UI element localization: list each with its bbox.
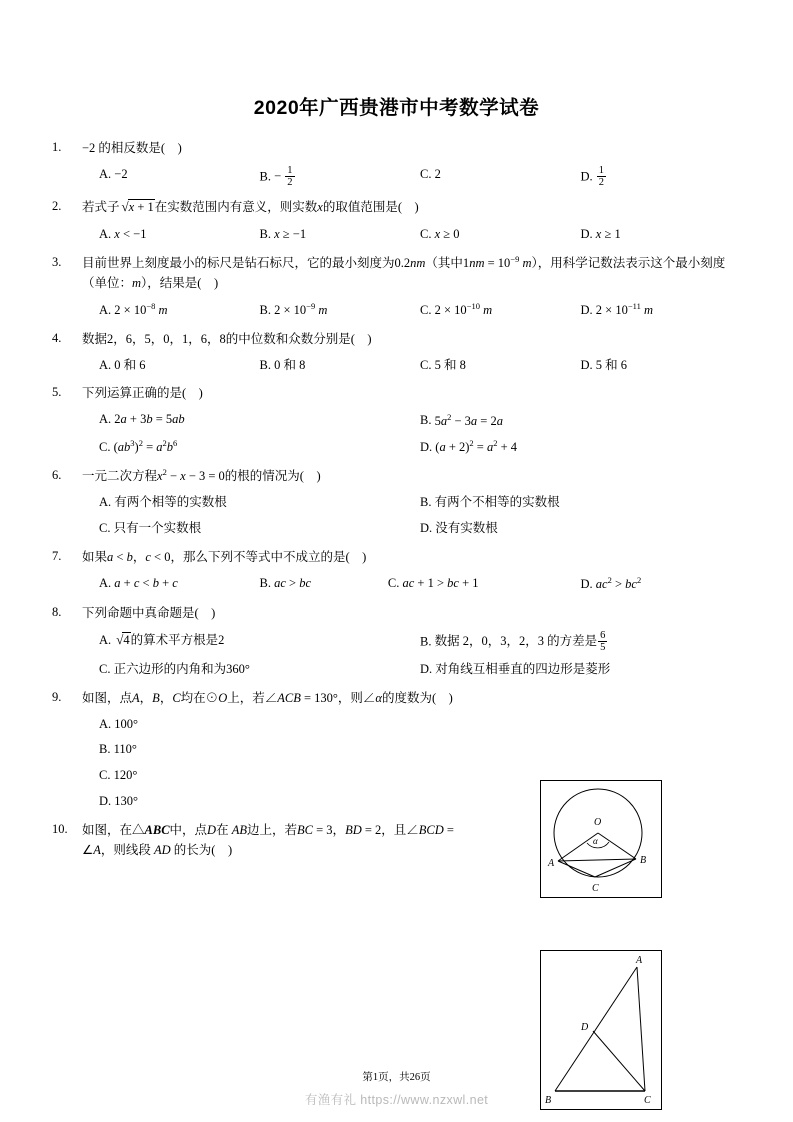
question-stem: 如果a < b，c < 0，那么下列不等式中不成立的是( ) <box>82 549 367 564</box>
question-8 <box>52 603 741 679</box>
svg-text:D: D <box>581 1022 589 1033</box>
option-a[interactable]: A. 有两个相等的实数根 <box>99 495 227 510</box>
option-b[interactable]: B. − $\frac{1}{2}$ <box>259 165 293 189</box>
option-a[interactable]: A. −2 <box>99 167 128 181</box>
question-number: 7. <box>52 548 62 563</box>
options-row <box>82 225 741 244</box>
svg-text:O: O <box>594 817 602 828</box>
svg-text:α: α <box>593 836 598 846</box>
page-title: 2020年广西贵港市中考数学试卷 <box>253 97 540 119</box>
option-c[interactable]: C. $2 \times 10^{-10}$ m <box>420 300 493 317</box>
svg-text:A: A <box>636 955 643 966</box>
watermark: 有渔有礼 https://www.nzxwl.net <box>304 1093 489 1107</box>
question-number: 6. <box>52 468 62 483</box>
option-b[interactable]: B. x ≥ −1 <box>259 226 307 241</box>
question-stem: 下列命题中真命题是( ) <box>82 605 216 620</box>
question-stem: 数据2，6，5，0，1，6，8的中位数和众数分别是( ) <box>82 331 372 346</box>
option-c[interactable]: C. 2 <box>420 167 441 181</box>
option-b[interactable]: B. 数据 2，0，3，2，3 的方差是 $\frac{6}{5}$ <box>420 629 606 653</box>
question-1 <box>52 138 741 188</box>
option-c[interactable]: C. ac + 1 > bc + 1 <box>387 575 479 590</box>
svg-text:C: C <box>644 1095 651 1106</box>
question-6 <box>52 466 741 538</box>
question-stem: 如图，点A，B，C均在⊙O上，若∠ACB = 130°，则∠α的度数为( ) <box>82 690 453 705</box>
question-stem: 目前世界上刻度最小的标尺是钻石标尺，它的最小刻度为0.2nm（其中$1nm = 10^{-9}$ m），用科学记数法表示这个最小刻度（单位：m），结果是( ) <box>82 253 726 290</box>
svg-text:C: C <box>592 883 599 894</box>
question-3 <box>52 253 741 320</box>
question-number: 8. <box>52 604 62 619</box>
option-b[interactable]: B. 有两个不相等的实数根 <box>420 495 560 510</box>
svg-text:B: B <box>640 855 647 866</box>
question-number: 5. <box>52 385 62 400</box>
question-4 <box>52 329 741 375</box>
question-number: 10. <box>52 821 68 836</box>
option-c[interactable]: C. 5 和 8 <box>420 357 466 372</box>
question-number: 1. <box>52 140 62 154</box>
option-b[interactable]: B. ac > bc <box>259 575 312 590</box>
option-b[interactable]: B. 0 和 8 <box>259 357 306 372</box>
option-c[interactable]: C. 120° <box>99 768 138 783</box>
options-list <box>82 715 471 811</box>
option-a[interactable]: A. 0 和 6 <box>99 357 146 372</box>
option-d[interactable]: D. 5 和 6 <box>580 357 628 372</box>
options-row <box>82 574 741 594</box>
option-a[interactable]: A. √4的算术平方根是2 <box>99 631 225 647</box>
option-b[interactable]: B. 110° <box>99 742 137 757</box>
triangle-figure <box>540 950 662 1110</box>
question-stem: 下列运算正确的是( ) <box>82 386 203 401</box>
option-c[interactable]: C. 只有一个实数根 <box>99 521 202 536</box>
options-row <box>82 356 741 375</box>
options-grid <box>82 493 741 538</box>
option-d[interactable]: D. x ≥ 1 <box>580 226 621 241</box>
option-d[interactable]: D. 对角线互相垂直的四边形是菱形 <box>420 661 611 676</box>
option-d[interactable]: D. $\frac{1}{2}$ <box>580 165 605 189</box>
question-number: 3. <box>52 254 62 269</box>
options-row <box>82 165 741 188</box>
option-b[interactable]: B. $2 \times 10^{-9}$ m <box>259 300 328 317</box>
option-d[interactable]: D. 130° <box>99 793 139 808</box>
option-d[interactable]: D. $ac^2 > bc^2$ <box>580 574 642 592</box>
question-number: 4. <box>52 330 62 345</box>
page-footer: 第1页，共26页 <box>362 1072 431 1083</box>
question-stem: −2 的相反数是( ) <box>82 141 182 155</box>
question-number: 2. <box>52 199 62 214</box>
option-b[interactable]: B. $5a^2 - 3a = 2a$ <box>420 411 503 428</box>
option-d[interactable]: D. 没有实数根 <box>420 521 498 536</box>
svg-text:B: B <box>545 1095 552 1106</box>
question-2 <box>52 197 741 244</box>
circle-figure <box>540 780 662 898</box>
question-stem: 如图，在△ABC中，点D在 AB边上，若BC = 3，BD = 2，且∠BCD = ∠A，则线段 AD 的长为( ) <box>82 822 454 857</box>
question-5 <box>52 383 741 457</box>
options-grid <box>82 630 741 679</box>
option-a[interactable]: A. x < −1 <box>99 226 147 241</box>
question-number: 9. <box>52 689 62 704</box>
option-d[interactable]: D. $(a + 2)^2 = a^2 + 4$ <box>420 438 518 455</box>
options-grid <box>82 410 741 457</box>
options-row <box>82 300 741 320</box>
svg-text:A: A <box>548 858 555 869</box>
option-c[interactable]: C. x ≥ 0 <box>420 226 460 241</box>
option-c[interactable]: C. $(ab^3)^2 = a^2b^6$ <box>99 438 178 455</box>
option-d[interactable]: D. $2 \times 10^{-11}$ m <box>580 300 653 317</box>
option-a[interactable]: A. $2 \times 10^{-8}$ m <box>99 300 168 317</box>
question-stem: 若式子 √x + 1在实数范围内有意义，则实数x的取值范围是( ) <box>82 199 419 215</box>
option-a[interactable]: A. 2a + 3b = 5ab <box>99 412 185 427</box>
option-a[interactable]: A. 100° <box>99 716 139 731</box>
option-a[interactable]: A. a + c < b + c <box>99 575 178 590</box>
question-stem: 一元二次方程$x^2 - x - 3 = 0$的根的情况为( ) <box>82 467 321 484</box>
option-c[interactable]: C. 正六边形的内角和为360° <box>99 661 250 676</box>
question-7 <box>52 547 741 594</box>
